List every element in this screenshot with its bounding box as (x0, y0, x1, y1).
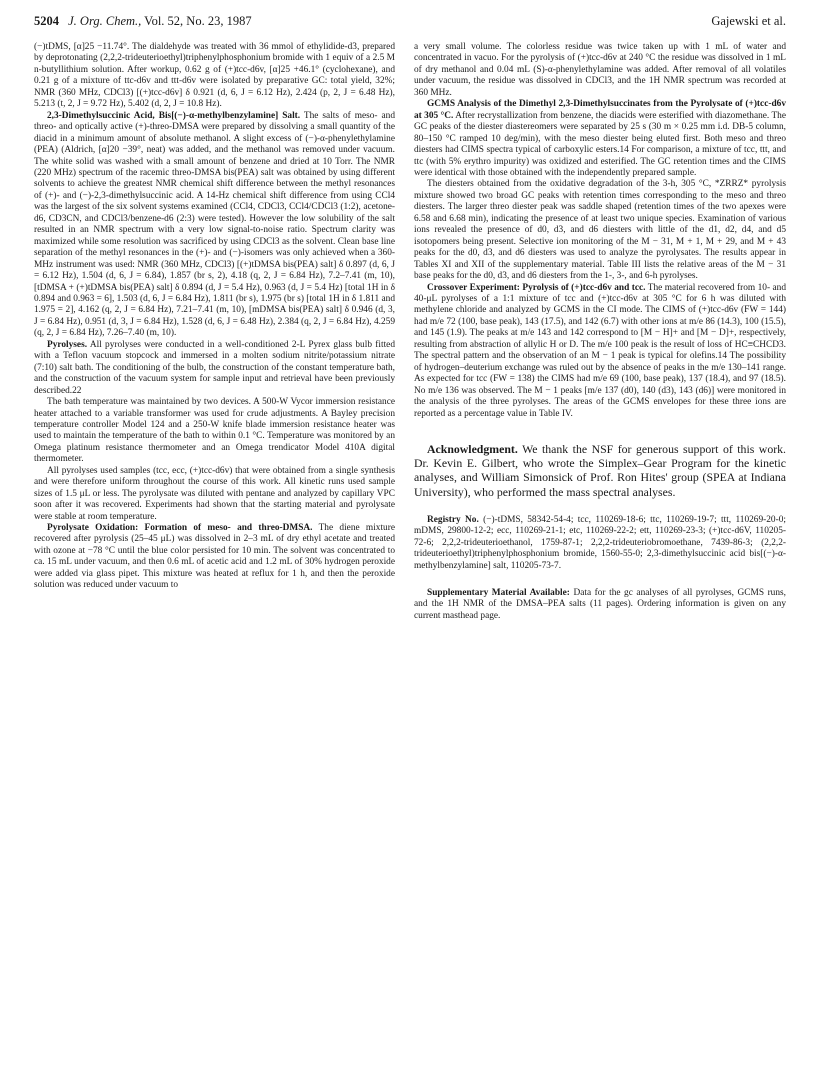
acknowledgment (414, 442, 786, 499)
left-column (34, 42, 395, 592)
right-column (414, 42, 786, 622)
paragraph-text: a very small volume. The colorless residue was twice taken up with 1 mL of water and concentrated in vacuo. For the pyrolysis of (+)tcc-d6v at 240 °C the residue was dissolved in 1 mL of dry methanol and 0.04 mL (S)-α-phenylethylamine was added. After removal of all volatiles under vacuum, the residue was dissolved in CDCl3, and the 1H NMR spectrum was recorded at 360 MHz. (414, 42, 786, 98)
registry-numbers (414, 515, 786, 572)
paragraph (414, 99, 786, 179)
paragraph (414, 179, 786, 282)
supplementary-heading: Supplementary Material Available: (427, 588, 570, 599)
paragraph-text: The salts of meso- and threo- and optically active (+)-threo-DMSA were prepared by dissolving a small quantity of the diacid in a minimum amount of absolute methanol. A slight excess of (−)-α-phenylethylamine (PEA) (Aldrich, [α]20 −39°, neat) was added, and the methanol was removed under vacuum. The white solid was washed with a small amount of benzene and dried at 10 Torr. The NMR (220 MHz) spectrum of the racemic threo-DMSA bis(PEA) salt was obtained by using different solvents to achieve the greatest NMR chemical shift difference between the methyl resonances of (+)- and (−)-2,3-dimethylsuccinic acid. A 14-Hz chemical shift difference from using CCl4 was the largest of the six solvent systems examined (CCl4, CDCl3, CCl4/CDCl3 (1:2), acetone-d6, CD3CN, and CDCl3/benzene-d6 (2:3) were tested). However the low solubility of the salt resulted in an NMR spectrum with a very low signal-to-noise ratio. Spectrum clarity was maximized while some resolution was sacrificed by using CDCl3 as the solvent. Clean base line separation of the methyl resonances in the (+)- and (−)-isomers was only achieved when a 360-MHz instrument was used: NMR (360 MHz, CDCl3) [(+)tDMSA bis(PEA) salt] δ 0.897 (d, 6, J = 6.12 Hz), 1.504 (d, 6, J = 6.84), 1.857 (br s, 2), 4.18 (q, 2, J = 6.84 Hz), 7.2–7.41 (m, 10), [tDMSA + (+)tDMSA bis(PEA) salt] δ 0.894 (d, J = 5.4 Hz), 0.963 (d, J = 5.4 Hz) [total 1H in δ 0.894 and 0.963 = 6], 1.503 (d, 6, J = 6.84 Hz), 1.811 (br s), 1.975 (br s) [total 1H in δ 1.811 and 1.975 = 2], 4.162 (q, 2, J = 6.84 Hz), 7.21–7.41 (m, 10), [mDMSA bis(PEA) salt] δ 0.946 (d, 3, J = 6.84 Hz), 0.951 (d, 3, J = 6.84 Hz), 1.528 (d, 6, J = 6.48 Hz), 2.384 (q, 2, J = 6.84 Hz), 4.259 (q, 2, J = 6.84 Hz), 7.26–7.40 (m, 10). (34, 110, 395, 339)
page-number: 5204 (34, 14, 59, 28)
journal-name: J. Org. Chem., (68, 14, 142, 28)
paragraph-text: All pyrolyses used samples (tcc, ecc, (+)tcc-d6v) that were obtained from a single synthesis and were therefore uniform throughout the course of this work. All kinetic runs used sample sizes of 1.5 μL or less. The pyrolysate was diluted with pentane and analyzed by capillary VPC soon after it was recovered. Experiments had shown that the starting material and pyrolysate were stable at room temperature. (34, 465, 395, 522)
supplementary-text: Data for the gc analyses of all pyrolyses, GCMS runs, and the 1H NMR of the DMSA–PEA salts (11 pages). Ordering information is given on any current masthead page. (414, 588, 786, 621)
supplementary-material (414, 588, 786, 622)
paragraph-text: All pyrolyses were conducted in a well-conditioned 2-L Pyrex glass bulb fitted with a Teflon vacuum stopcock and immersed in a molten sodium nitrite/potassium nitrate (7:10) salt bath. The conditioning of the bulb, the construction of the constant temperature bath, and the construction of the vacuum system for sample input and retrieval have been previously described.22 (34, 339, 395, 396)
section-heading: Pyrolysate Oxidation: Formation of meso- and threo-DMSA. (47, 523, 313, 534)
journal-volume: Vol. 52, No. 23, 1987 (144, 14, 252, 28)
paragraph-text: After recrystallization from benzene, the diacids were esterified with diazomethane. The GC peaks of the diester diastereomers were separated by 25 s (30 m × 0.25 mm i.d. DB-5 column, 80–150 °C ramped 10 deg/min), with the meso diester being eluted first. Both meso and threo diesters had CIMS spectra typical of carboxylic esters.14 For comparison, a mixture of tcc, ttt, and ttc (with 5% erythro impurity) was oxidized and esterified. The GC retention times and the CIMS were identical with those obtained with the independently prepared sample. (414, 110, 786, 178)
header-authors: Gajewski et al. (711, 14, 786, 28)
paragraph (414, 42, 786, 99)
paragraph (34, 42, 395, 111)
registry-text: (−)-tDMS, 58342-54-4; tcc, 110269-18-6; ttc, 110269-19-7; ttt, 110269-20-0; mDMS, 29800-12-2; ecc, 110269-21-1; etc, 110269-22-2; ett, 110269-23-3; (+)tcc-d6V, 110205-72-6; 2,2,2-trideuterioethanol, 1759-87-1; 2,2,2-trideuteriobromoethane, 7439-86-3; (2,2,2-trideuterioethyl)triphenylphosphonium bromide, 1560-55-0; 2,3-dimethylsuccinic acid bis[(−)-α-methylbenzylamine] salt, 110205-73-7. (414, 514, 786, 571)
paragraph (34, 340, 395, 397)
acknowledgment-heading: Acknowledgment. (427, 441, 518, 456)
section-heading: 2,3-Dimethylsuccinic Acid, Bis[(−)-α-methylbenzylamine] Salt. (47, 110, 301, 121)
header-citation (34, 14, 252, 29)
paragraph (34, 523, 395, 592)
registry-heading: Registry No. (427, 514, 479, 525)
paragraph (34, 397, 395, 466)
paragraph-text: The diesters obtained from the oxidative degradation of the 3-h, 305 °C, *ZRRZ* pyrolysis mixture showed two broad GC peaks with retention times corresponding to the meso and threo diesters. The larger threo diester peak was saddle shaped (retention times of the two apexes were 6.58 and 6.68 min), indicating the presence of at least two unique species. Examination of various ions revealed the presence of d0, d3, and d6 diesters with little of the d1, d2, d4, and d5 isotopomers being present. Selective ion monitoring of the M − 31, M + 1, M + 29, and M + 43 peaks for the d0, d3, and d6 diesters was used to analyze the pyrolysates. The results appear in Tables XI and XII of the supplementary material. Table III lists the relative areas of the M − 31 base peaks for the d0, d3, and d6 diesters from the 1-, 3-, and 6-h pyrolyses. (414, 179, 786, 282)
section-heading: GCMS Analysis of the Dimethyl 2,3-Dimethylsuccinates from the Pyrolysate of (+)tcc-d6v at 305 °C. (414, 99, 786, 121)
paragraph (34, 466, 395, 523)
acknowledgment-text: We thank the NSF for generous support of this work. Dr. Kevin E. Gilbert, who wrote the Simplex–Gear Program for the kinetic analyses, and William Simonsick of Prof. Ron Hites' group (SPEA at Indiana University), who performed the mass spectral analyses. (414, 441, 786, 499)
paragraph-text: The diene mixture recovered after pyrolysis (25–45 μL) was dissolved in 2–3 mL of dry ethyl acetate and treated with ozone at −78 °C until the blue color persisted for 10 min. The solvent was concentrated to ca. 15 mL under vacuum, and then 0.6 mL of acetic acid and 1.2 mL of 30% hydrogen peroxide were added via glass pipet. This mixture was heated at reflux for 1 h, and then the peroxide solution was reduced under vacuum to (34, 523, 395, 591)
section-heading: Crossover Experiment: Pyrolysis of (+)tcc-d6v and tcc. (427, 282, 646, 293)
paragraph (414, 283, 786, 420)
paragraph-text: The bath temperature was maintained by two devices. A 500-W Vycor immersion resistance heater attached to a variable transformer was used for crude adjustments. A Bayley precision temperature controller Model 124 and a 250-W knife blade immersion resistance heater was used to maintain the temperature of the bath to within 0.1 °C. Temperature was monitored by an Omega platinum resistance thermometer and an Omega trendicator Model 410A digital thermometer. (34, 397, 395, 465)
paragraph-text: (−)tDMS, [α]25 −11.74°. The dialdehyde was treated with 36 mmol of ethylidide-d3, prepared by deprotonating (2,2,2-trideuterioethyl)triphenylphosphonium bromide with 1 equiv of a 2.5 M n-butyllithium solution. After workup, 0.62 g of (+)tcc-d6v, [α]25 +46.1° (cyclohexane), and 0.21 g of a mixture of ttc-d6v and ttt-d6v were isolated by preparative GC: total yield, 32%; NMR (360 MHz, CDCl3) [(+)tcc-d6v] δ 0.921 (d, 6, J = 6.12 Hz), 2.424 (p, 2, J = 6.48 Hz), 5.213 (t, 2, J = 9.72 Hz), 5.402 (d, 2, J = 10.8 Hz). (34, 42, 395, 110)
paragraph-text: The material recovered from 10- and 40-μL pyrolyses of a 1:1 mixture of tcc and (+)tcc-d6v at 305 °C for 6 h was diluted with methylene chloride and analyzed by GCMS in the CI mode. The CIMS of (+)tcc-d6v (FW = 144) had m/e 72 (100, base peak), 143 (17.5), and 142 (6.7) with other ions at m/e 86 (14.3), 100 (15.5), and 145 (1.9). The peaks at m/e 143 and 142 correspond to [M − H]+ and [M − D]+, respectively, resulting from abstraction of allylic H or D. The m/e 100 peak is the result of loss of HC≡CHCD3. The spectral pattern and the observation of an M − 1 peak is typical for olefins.14 The possibility of hydrogen–deuterium exchange was ruled out by the absence of peaks in the m/e 130–141 range. As expected for tcc (FW = 138) the CIMS had m/e 69 (100, base peak), 137 (18.4), and 97 (18.5). No m/e 136 was observed. The M − 1 peaks [m/e 137 (d0), 140 (d3), 143 (d6)] were monitored in the analysis of the three pyrolyses. The areas of the GCMS envelopes for these three ions are reported as a percentage value in Table IV. (414, 282, 786, 419)
section-heading: Pyrolyses. (47, 339, 88, 350)
running-header (34, 14, 786, 36)
paragraph (34, 111, 395, 340)
